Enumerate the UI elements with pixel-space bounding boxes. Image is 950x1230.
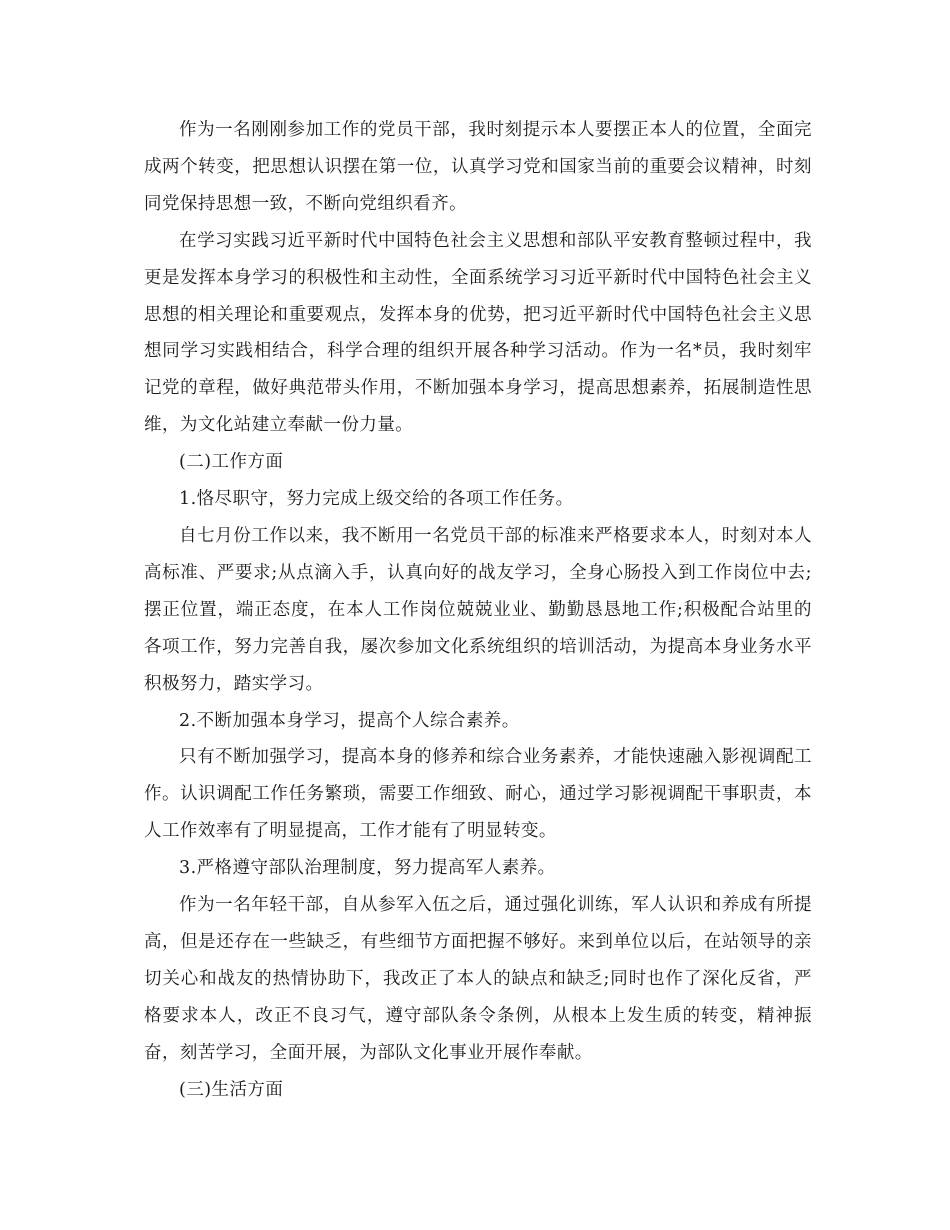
paragraph-party-member-intro: 作为一名刚刚参加工作的党员干部，我时刻提示本人要摆正本人的位置，全面完成两个转变，把思想认识摆在第一位，认真学习党和国家当前的重要会议精神，时刻同党保持思想一致，不断向党组织看齐。 <box>144 120 812 214</box>
item-heading-discipline: 3.严格遵守部队治理制度，努力提高军人素养。 <box>179 858 556 879</box>
paragraph-since-july: 自七月份工作以来，我不断用一名党员干部的标准来严格要求本人，时刻对本人高标准、严要求;从点滴入手，认真向好的战友学习，全身心肠投入到工作岗位中去;摆正位置，端正态度，在本人工作岗位兢兢业业、勤勤恳恳地工作;积极配合站里的各项工作，努力完善自我，屡次参加文化系统组织的培训活动，为提高本身业务水平积极努力，踏实学习。 <box>144 525 812 694</box>
item-heading-self-study: 2.不断加强本身学习，提高个人综合素养。 <box>179 710 520 731</box>
paragraph-young-cadre: 作为一名年轻干部，自从参军入伍之后，通过强化训练，军人认识和养成有所提高，但是还存在一些缺乏，有些细节方面把握不够好。来到单位以后，在站领导的亲切关心和战友的热情协助下，我改正了本人的缺点和缺乏;同时也作了深化反省，严格要求本人，改正不良习气，遵守部队条令条例，从根本上发生质的转变，精神振奋，刻苦学习，全面开展，为部队文化事业开展作奉献。 <box>144 895 812 1063</box>
paragraph-continuous-learning: 只有不断加强学习，提高本身的修养和综合业务素养，才能快速融入影视调配工作。认识调配工作任务繁琐，需要工作细致、耐心，通过学习影视调配干事职责，本人工作效率有了明显提高，工作才能有了明显转变。 <box>144 747 812 842</box>
section-heading-life: (三)生活方面 <box>179 1079 284 1100</box>
document-body <box>144 112 812 1108</box>
section-heading-work: (二)工作方面 <box>179 452 284 473</box>
item-heading-duty: 1.恪尽职守，努力完成上级交给的各项工作任务。 <box>179 489 574 510</box>
paragraph-study-practice: 在学习实践习近平新时代中国特色社会主义思想和部队平安教育整顿过程中，我更是发挥本身学习的积极性和主动性，全面系统学习习近平新时代中国特色社会主义思想的相关理论和重要观点，发挥本身的优势，把习近平新时代中国特色社会主义思想同学习实践相结合，科学合理的组织开展各种学习活动。作为一名*员，我时刻牢记党的章程，做好典范带头作用，不断加强本身学习，提高思想素养，拓展制造性思维，为文化站建立奉献一份力量。 <box>144 230 812 436</box>
